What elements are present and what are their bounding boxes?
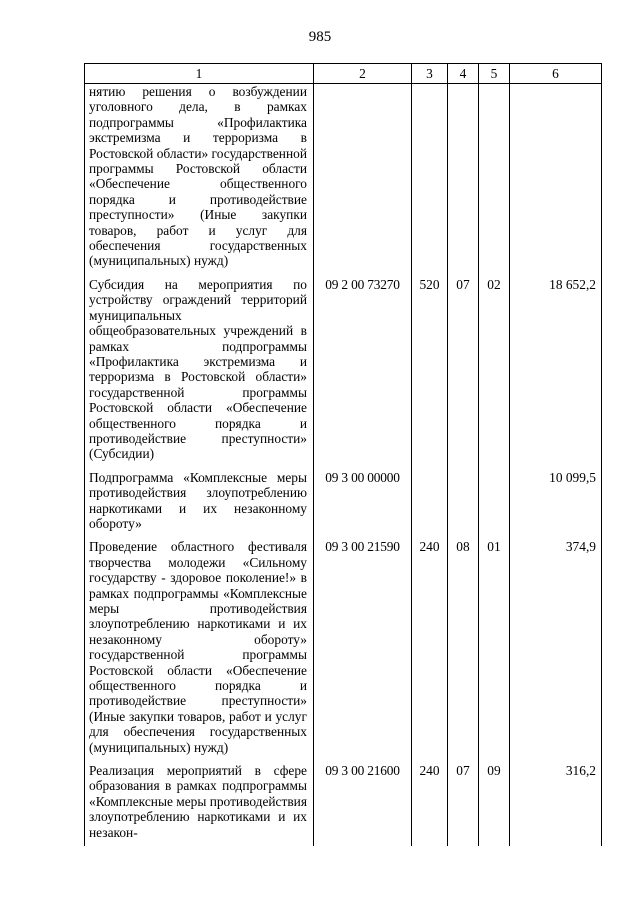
row-code <box>314 84 412 275</box>
row-code: 09 2 00 73270 <box>314 275 412 468</box>
row-col5 <box>479 468 510 538</box>
row-name: Подпрограмма «Комплексные меры противодействия злоупотреблению наркотиками и их незаконному обороту» <box>85 468 314 538</box>
row-sum: 18 652,2 <box>510 275 602 468</box>
table-row <box>85 275 602 468</box>
column-header-2: 2 <box>314 64 412 84</box>
row-col5 <box>479 84 510 275</box>
row-col4: 08 <box>448 537 479 761</box>
row-col4: 07 <box>448 275 479 468</box>
row-col3: 240 <box>412 537 448 761</box>
row-sum: 316,2 <box>510 761 602 846</box>
row-col4 <box>448 84 479 275</box>
column-header-6: 6 <box>510 64 602 84</box>
row-name: нятию решения о возбуждении уголовного дела, в рамках подпрограммы «Профилактика экстремизма и терроризма в Ростовской области» государственной программы Ростовской области «Обеспечение общественного порядка и противодействие преступности» (Иные закупки товаров, работ и услуг для обеспечения государственных (муниципальных) нужд) <box>85 84 314 275</box>
row-name: Субсидия на мероприятия по устройству ограждений территорий муниципальных общеобразовательных учреждений в рамках подпрограммы «Профилактика экстремизма и терроризма в Ростовской области» государственной программы Ростовской области «Обеспечение общественного порядка и противодействие преступности» (Субсидии) <box>85 275 314 468</box>
column-header-3: 3 <box>412 64 448 84</box>
row-sum: 374,9 <box>510 537 602 761</box>
column-number-header <box>85 64 602 84</box>
table-row <box>85 761 602 846</box>
column-header-4: 4 <box>448 64 479 84</box>
row-code: 09 3 00 21600 <box>314 761 412 846</box>
row-col3: 240 <box>412 761 448 846</box>
row-col5: 09 <box>479 761 510 846</box>
budget-table <box>84 63 602 846</box>
row-col5: 01 <box>479 537 510 761</box>
column-header-1: 1 <box>85 64 314 84</box>
row-sum: 10 099,5 <box>510 468 602 538</box>
row-col3: 520 <box>412 275 448 468</box>
row-col4 <box>448 468 479 538</box>
row-name: Проведение областного фестиваля творчества молодежи «Сильному государству - здоровое поколение!» в рамках подпрограммы «Комплексные меры противодействия злоупотреблению наркотиками и их незаконному обороту» государственной программы Ростовской области «Обеспечение общественного порядка и противодействие преступности» (Иные закупки товаров, работ и услуг для обеспечения государственных (муниципальных) нужд) <box>85 537 314 761</box>
row-col5: 02 <box>479 275 510 468</box>
table-row <box>85 537 602 761</box>
column-header-5: 5 <box>479 64 510 84</box>
row-code: 09 3 00 00000 <box>314 468 412 538</box>
row-col3 <box>412 84 448 275</box>
row-col3 <box>412 468 448 538</box>
row-col4: 07 <box>448 761 479 846</box>
table-row <box>85 84 602 275</box>
row-sum <box>510 84 602 275</box>
row-name: Реализация мероприятий в сфере образования в рамках подпрограммы «Комплексные меры противодействия злоупотреблению наркотиками и их незакон- <box>85 761 314 846</box>
row-code: 09 3 00 21590 <box>314 537 412 761</box>
table-row <box>85 468 602 538</box>
page-number: 985 <box>308 29 332 45</box>
